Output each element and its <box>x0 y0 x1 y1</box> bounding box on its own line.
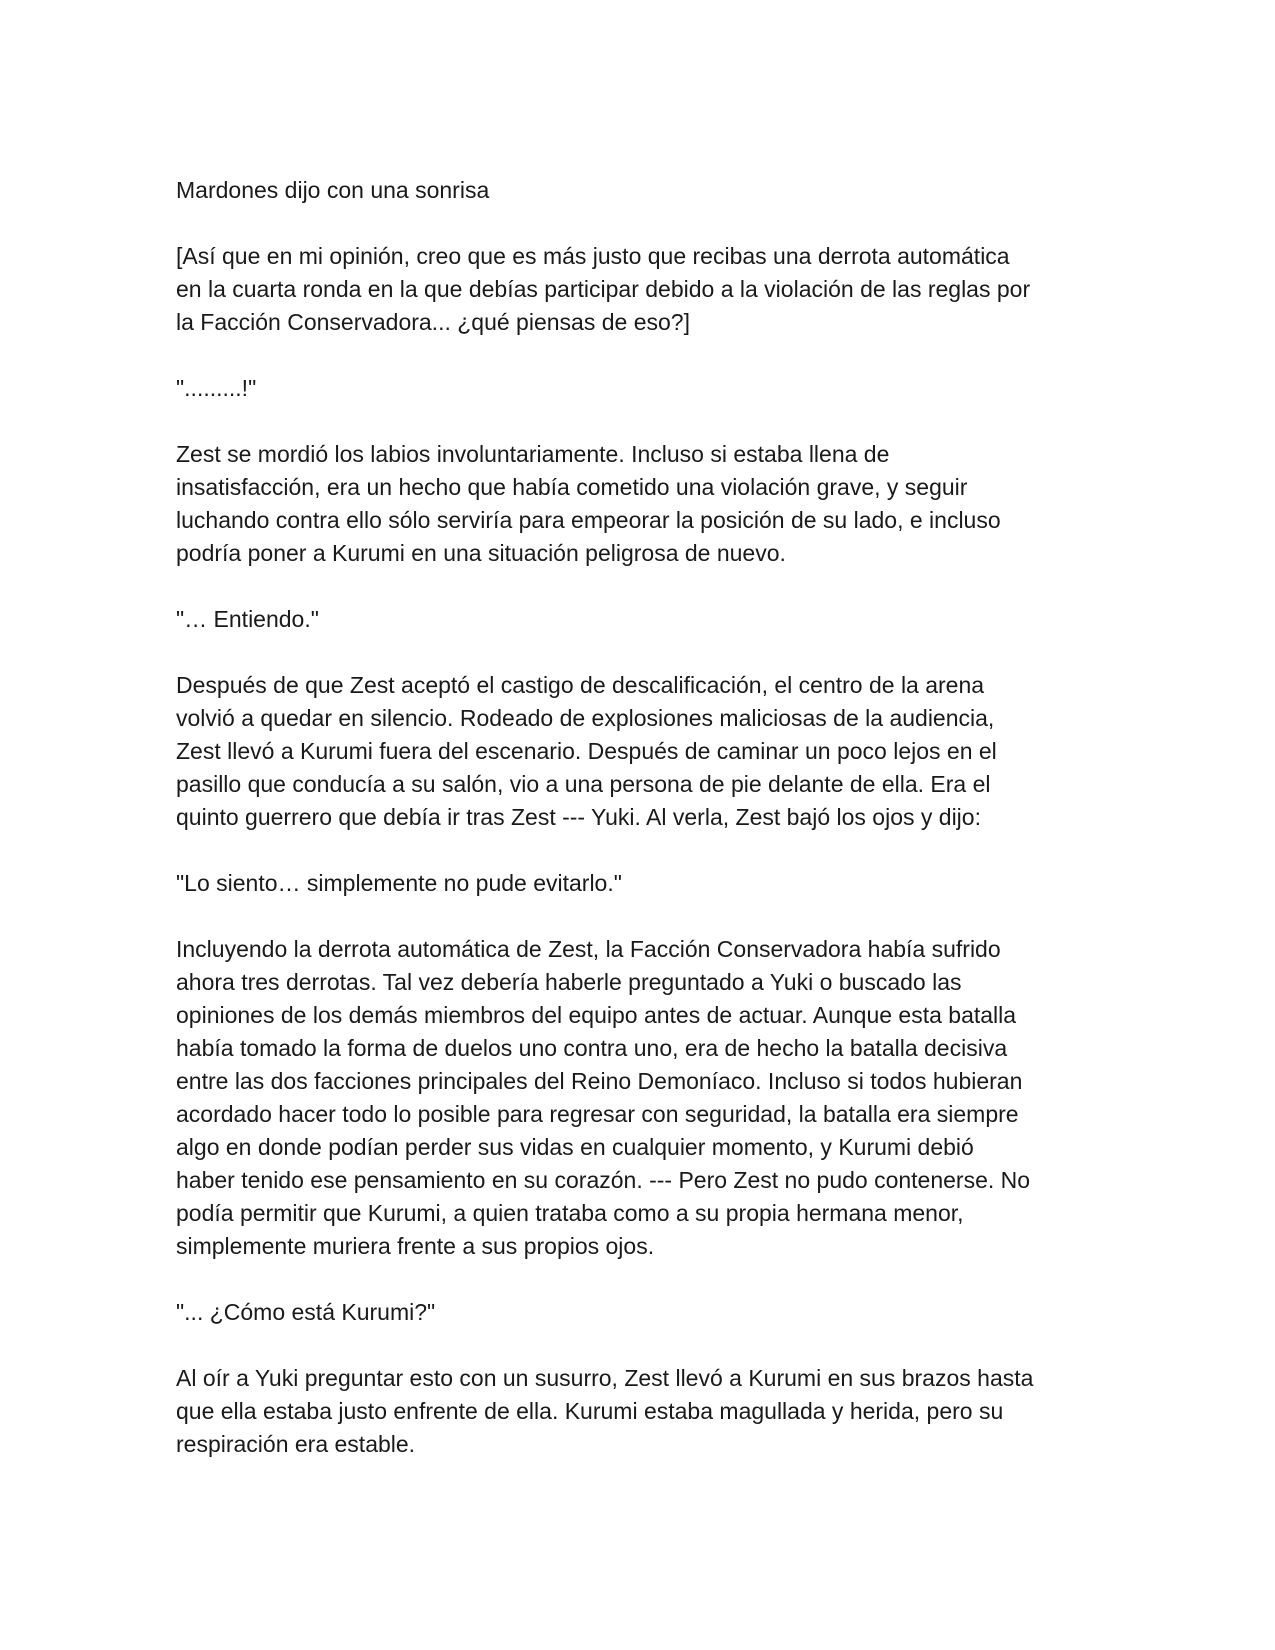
text-line: opiniones de los demás miembros del equipo antes de actuar. Aunque esta batalla <box>176 1002 1017 1028</box>
text-line: insatisfacción, era un hecho que había cometido una violación grave, y seguir <box>176 474 968 500</box>
paragraph-2 <box>176 240 1096 339</box>
text-line: Después de que Zest aceptó el castigo de descalificación, el centro de la arena <box>176 672 985 698</box>
text-line: Al oír a Yuki preguntar esto con un susurro, Zest llevó a Kurumi en sus brazos hasta <box>176 1365 1034 1391</box>
paragraph-9 <box>176 1296 1096 1329</box>
text-line: ".........!" <box>176 375 257 401</box>
text-line: Mardones dijo con una sonrisa <box>176 177 490 203</box>
text-line: respiración era estable. <box>176 1431 416 1457</box>
text-line: luchando contra ello sólo serviría para empeorar la posición de su lado, e incluso <box>176 507 1001 533</box>
text-line: algo en donde podían perder sus vidas en cualquier momento, y Kurumi debió <box>176 1134 974 1160</box>
text-line: [Así que en mi opinión, creo que es más justo que recibas una derrota automática <box>176 243 1010 269</box>
text-line: volvió a quedar en silencio. Rodeado de explosiones maliciosas de la audiencia, <box>176 705 995 731</box>
text-line: "... ¿Cómo está Kurumi?" <box>176 1299 436 1325</box>
text-line: simplemente muriera frente a sus propios ojos. <box>176 1233 655 1259</box>
paragraph-7 <box>176 867 1096 900</box>
text-line: acordado hacer todo lo posible para regresar con seguridad, la batalla era siempre <box>176 1101 1019 1127</box>
paragraph-4 <box>176 438 1096 570</box>
paragraph-5 <box>176 603 1096 636</box>
text-line: pasillo que conducía a su salón, vio a una persona de pie delante de ella. Era el <box>176 771 991 797</box>
document-body <box>176 174 1096 1494</box>
text-line: ahora tres derrotas. Tal vez debería haberle preguntado a Yuki o buscado las <box>176 969 962 995</box>
text-line: que ella estaba justo enfrente de ella. Kurumi estaba magullada y herida, pero su <box>176 1398 1004 1424</box>
paragraph-3 <box>176 372 1096 405</box>
text-line: la Facción Conservadora... ¿qué piensas de eso?] <box>176 309 690 335</box>
text-line: Zest se mordió los labios involuntariamente. Incluso si estaba llena de <box>176 441 890 467</box>
text-line: "Lo siento… simplemente no pude evitarlo." <box>176 870 622 896</box>
text-line: haber tenido ese pensamiento en su corazón. --- Pero Zest no pudo contenerse. No <box>176 1167 1031 1193</box>
text-line: Incluyendo la derrota automática de Zest, la Facción Conservadora había sufrido <box>176 936 1001 962</box>
text-line: en la cuarta ronda en la que debías participar debido a la violación de las reglas por <box>176 276 1031 302</box>
paragraph-10 <box>176 1362 1096 1461</box>
text-line: podía permitir que Kurumi, a quien trataba como a su propia hermana menor, <box>176 1200 964 1226</box>
paragraph-6 <box>176 669 1096 834</box>
text-line: podría poner a Kurumi en una situación peligrosa de nuevo. <box>176 540 786 566</box>
text-line: había tomado la forma de duelos uno contra uno, era de hecho la batalla decisiva <box>176 1035 1008 1061</box>
text-line: entre las dos facciones principales del Reino Demoníaco. Incluso si todos hubieran <box>176 1068 1023 1094</box>
paragraph-1 <box>176 174 1096 207</box>
paragraph-8 <box>176 933 1096 1263</box>
text-line: quinto guerrero que debía ir tras Zest --- Yuki. Al verla, Zest bajó los ojos y dijo: <box>176 804 981 830</box>
text-line: Zest llevó a Kurumi fuera del escenario. Después de caminar un poco lejos en el <box>176 738 997 764</box>
text-line: "… Entiendo." <box>176 606 319 632</box>
